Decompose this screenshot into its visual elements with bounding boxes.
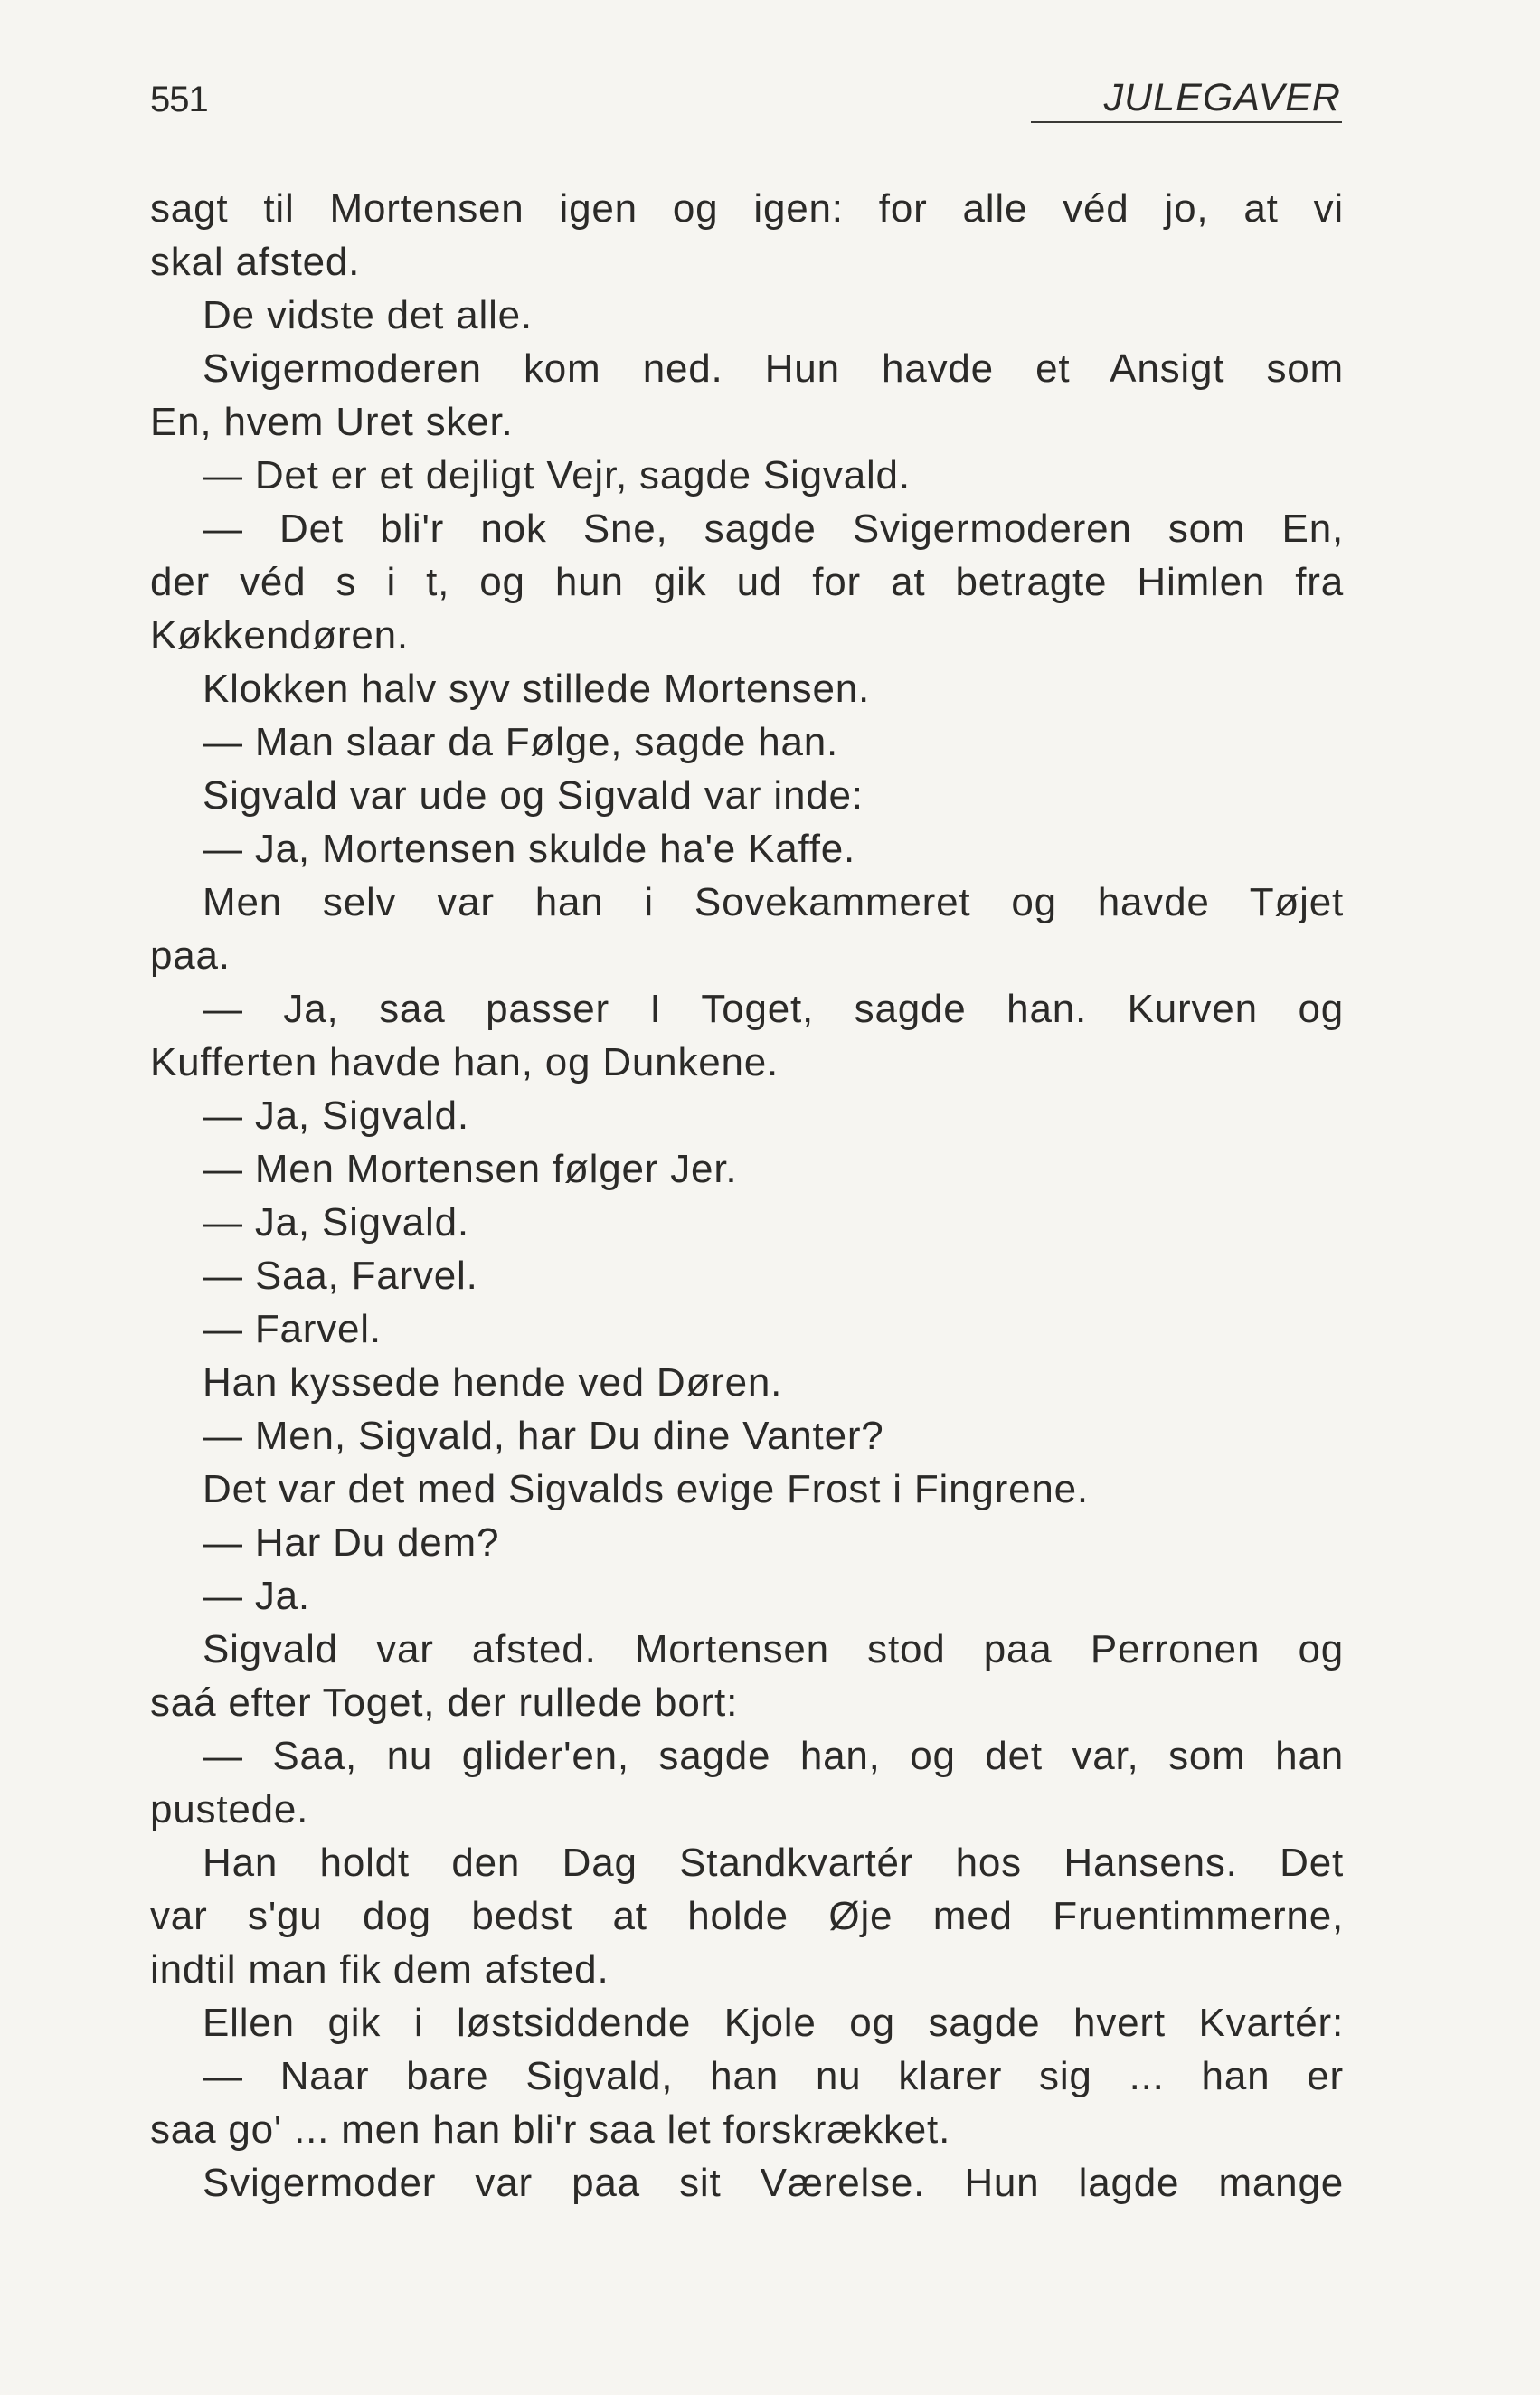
text-line: skal afsted. <box>150 240 361 284</box>
text-line: Kufferten havde han, og Dunkene. <box>150 1040 779 1084</box>
text-line: De vidste det alle. <box>203 293 533 337</box>
text-line: paa. <box>150 933 231 978</box>
text-line: Han holdt den Dag Standkvartér hos Hansens. Det <box>203 1841 1344 1885</box>
body-text <box>150 182 1344 2210</box>
text-line: — Det er et dejligt Vejr, sagde Sigvald. <box>203 453 911 497</box>
text-line: Svigermoderen kom ned. Hun havde et Ansigt som <box>203 346 1344 391</box>
text-line: En, hvem Uret sker. <box>150 400 514 444</box>
running-title: JULEGAVER <box>1103 76 1341 119</box>
text-line: Svigermoder var paa sit Værelse. Hun lagde mange <box>203 2161 1344 2205</box>
text-line: — Har Du dem? <box>203 1520 500 1565</box>
text-line: Klokken halv syv stillede Mortensen. <box>203 667 871 711</box>
text-line: — Ja, Sigvald. <box>203 1200 469 1245</box>
text-line: Det var det med Sigvalds evige Frost i Fingrene. <box>203 1467 1089 1511</box>
text-line: Sigvald var ude og Sigvald var inde: <box>203 773 864 818</box>
text-line: Men selv var han i Sovekammeret og havde Tøjet <box>203 880 1344 924</box>
text-line: — Ja, Mortensen skulde ha'e Kaffe. <box>203 827 856 871</box>
text-line: — Saa, nu glider'en, sagde han, og det var, som han <box>203 1734 1344 1778</box>
text-line: indtil man fik dem afsted. <box>150 1947 609 1992</box>
text-line: — Men Mortensen følger Jer. <box>203 1147 738 1191</box>
text-line: Sigvald var afsted. Mortensen stod paa Perronen og <box>203 1627 1344 1671</box>
text-line: Ellen gik i løstsiddende Kjole og sagde hvert Kvartér: <box>203 2001 1344 2045</box>
text-line: — Det bli'r nok Sne, sagde Svigermoderen som En, <box>203 506 1344 551</box>
text-line: var s'gu dog bedst at holde Øje med Fruentimmerne, <box>150 1894 1344 1938</box>
text-line: Køkkendøren. <box>150 613 409 658</box>
text-line: — Ja, Sigvald. <box>203 1093 469 1138</box>
text-line: — Saa, Farvel. <box>203 1254 478 1298</box>
text-line: Han kyssede hende ved Døren. <box>203 1360 783 1405</box>
text-line: — Ja. <box>203 1574 310 1618</box>
text-line: sagt til Mortensen igen og igen: for alle véd jo, at vi <box>150 186 1344 231</box>
text-line: — Farvel. <box>203 1307 382 1351</box>
text-line: saá efter Toget, der rullede bort: <box>150 1680 739 1725</box>
header-rule <box>1031 121 1342 123</box>
text-line: pustede. <box>150 1787 309 1832</box>
text-line: — Naar bare Sigvald, han nu klarer sig ... han er <box>203 2054 1344 2098</box>
text-line: — Ja, saa passer I Toget, sagde han. Kurven og <box>203 987 1344 1031</box>
text-line: saa go' ... men han bli'r saa let forskrækket. <box>150 2107 951 2152</box>
text-line: — Men, Sigvald, har Du dine Vanter? <box>203 1414 884 1458</box>
text-line: der véd s i t, og hun gik ud for at betragte Himlen fra <box>150 560 1344 604</box>
text-line: — Man slaar da Følge, sagde han. <box>203 720 839 764</box>
page-number: 551 <box>150 80 208 119</box>
